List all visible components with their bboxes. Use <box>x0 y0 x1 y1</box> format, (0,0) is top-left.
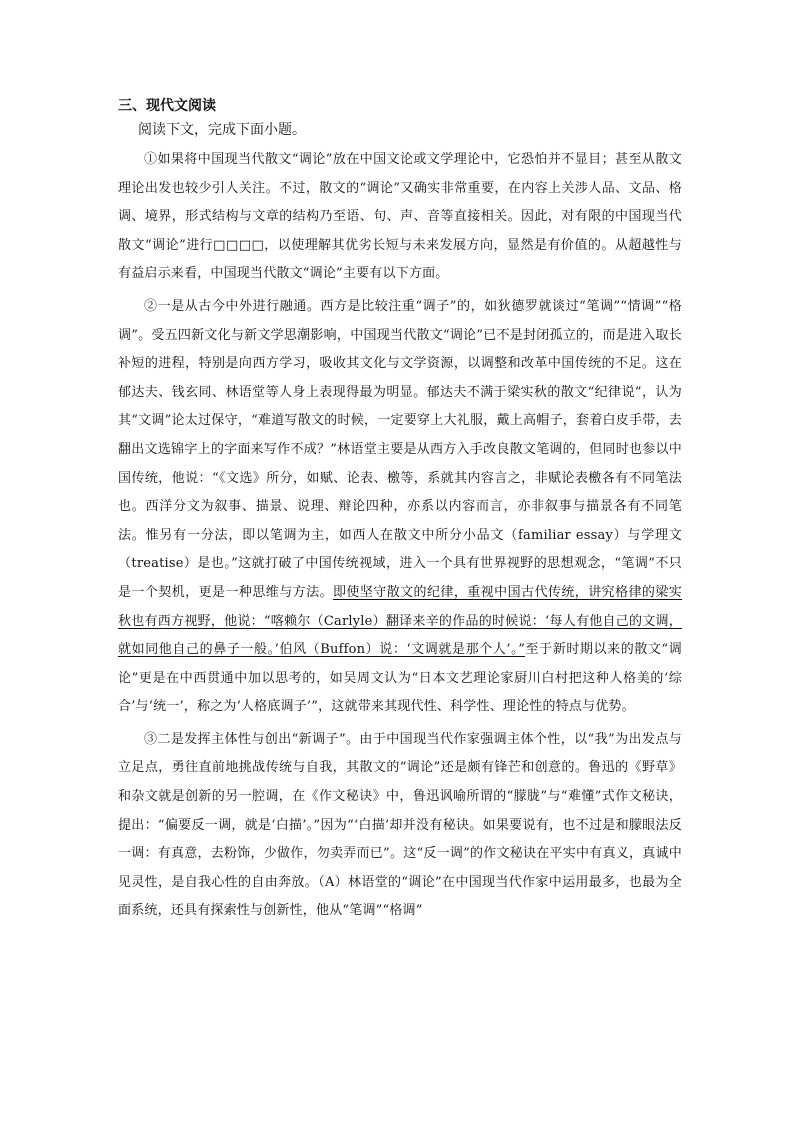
paragraph-2-text-before: ②一是从古今中外进行融通。西方是比较注重“调子”的，如狄德罗就谈过“笔调”“情调”“格调”。受五四新文化与新文学思潮影响，中国现当代散文“调论”已不是封闭孤立的，而是进入取长补短的进程，特别是向西方学习，吸收其文化与文学资源，以调整和改革中国传统的不足。这在郁达夫、钱玄同、林语堂等人身上表现得最为明显。郁达夫不满于梁实秋的散文“纪律说”，认为其“文调”论太过保守，“难道写散文的时候，一定要穿上大礼服，戴上高帽子，套着白皮手带，去翻出文选锦字上的字面来写作不成？”林语堂主要是从西方入手改良散文笔调的，但同时也参以中国传统，他说：“《文选》所分，如赋、论表、檄等，系就其内容言之，非赋论表檄各有不同笔法也。西洋分文为叙事、描景、说理、辩论四种，亦系以内容而言，亦非叙事与描景各有不同笔法。惟另有一分法，即以笔调为主，如西人在散文中所分小品文（familiar essay）与学理文（treatise）是也。”这就打破了中国传统视域，进入一个具有世界视野的思想观念，“笔调”不只是一个契机，更是一种思维与方法。 <box>118 298 682 600</box>
paragraph-3: ③二是发挥主体性与创出“新调子”。由于中国现当代作家强调主体个性，以“我”为出发点与立足点，勇往直前地挑战传统与自我，其散文的“调论”还是颇有锋芒和创意的。鲁迅的《野草》和杂文就是创新的另一腔调，在《作文秘诀》中，鲁迅讽喻所谓的“朦胧”与“难懂”式作文秘诀，提出：“偏要反一调，就是‘白描’。”因为“‘白描’却并没有秘诀。如果要说有，也不过是和朦眼法反一调：有真意，去粉饰，少做作，勿卖弄而已”。这“反一调”的作文秘诀在平实中有真义，真诚中见灵性，是自我心性的自由奔放。（A）林语堂的“调论”在中国现当代作家中运用最多，也最为全面系统，还具有探索性与创新性，他从“笔调”“格调” <box>118 731 682 919</box>
paragraph-2 <box>118 293 682 722</box>
document-page <box>118 96 682 926</box>
paragraph-2-text-after: 至于新时期以来的散文“调论”更是在中西贯通中加以思考的，如吴周文认为“日本文艺理论家厨川白村把这种人格美的‘综合’与‘统一’，称之为‘人格底调子’”，这就带来其现代性、科学性、理论性的特点与优势。 <box>118 642 682 715</box>
underlined-sentence: 即使坚守散文的纪律，重视中国古代传统，讲究格律的梁实秋也有西方视野，他说：“喀赖尔（Carlyle）翻译来辛的作品的时候说：‘每人有他自己的文调，就如同他自己的鼻子一般。’伯风（Buffon）说：‘文调就是那个人’。” <box>118 584 683 658</box>
section-title: 三、现代文阅读 <box>118 98 216 114</box>
paragraph-1: ①如果将中国现当代散文“调论”放在中国文论或文学理论中，它恐怕并不显目；甚至从散文理论出发也较少引人关注。不过，散文的“调论”又确实非常重要，在内容上关涉人品、文品、格调、境界，形式结构与文章的结构乃至语、句、声、音等直接相关。因此，对有限的中国现当代散文“调论”进行□□□□，以使理解其优劣长短与未来发展方向，显然是有价值的。从超越性与有益启示来看，中国现当代散文“调论”主要有以下方面。 <box>118 152 682 282</box>
reading-instruction: 阅读下文，完成下面小题。 <box>138 122 306 138</box>
